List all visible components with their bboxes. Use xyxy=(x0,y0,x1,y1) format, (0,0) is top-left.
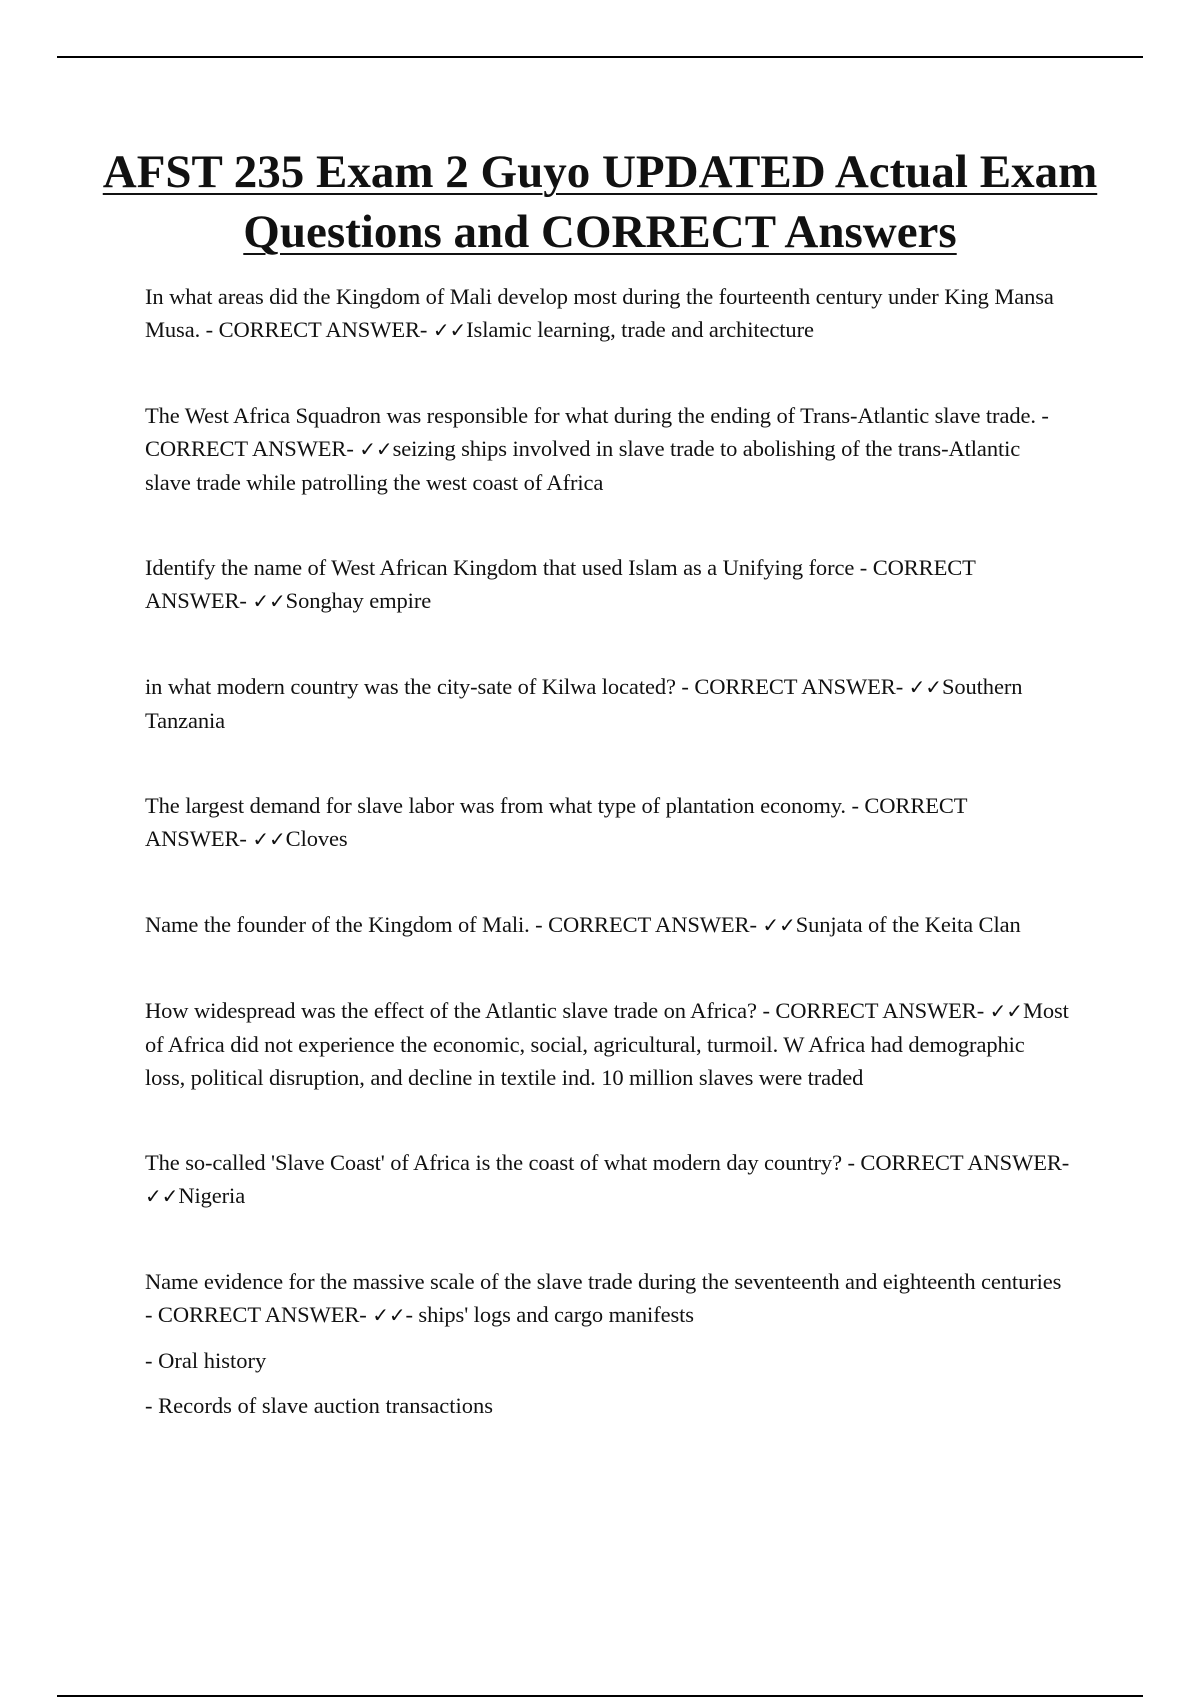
answer-marker: - CORRECT ANSWER- xyxy=(200,317,433,342)
question-text: Identify the name of West African Kingdom that used Islam as a Unifying force xyxy=(145,555,855,580)
qa-item xyxy=(145,908,1070,942)
qa-item xyxy=(145,551,1070,618)
check-icon: ✓✓ xyxy=(372,1303,406,1327)
question-text: Name evidence for the massive scale of the slave trade during the seventeenth and eighteenth centuries xyxy=(145,1269,1062,1294)
question-text: Name the founder of the Kingdom of Mali. xyxy=(145,912,530,937)
answer-text: Sunjata of the Keita Clan xyxy=(795,912,1021,937)
answer-text: Southern Tanzania xyxy=(145,674,1023,733)
qa-list xyxy=(145,280,1070,1422)
check-icon: ✓✓ xyxy=(762,913,796,937)
answer-marker: - CORRECT ANSWER- xyxy=(145,403,1049,461)
answer-text: - ships' logs and cargo manifests xyxy=(405,1302,694,1327)
check-icon: ✓✓ xyxy=(252,589,286,613)
document-title: AFST 235 Exam 2 Guyo UPDATED Actual Exam Questions and CORRECT Answers xyxy=(102,146,1098,258)
answer-marker: - CORRECT ANSWER- xyxy=(145,555,976,613)
answer-text: Most of Africa did not experience the economic, social, agricultural, turmoil. W Africa had demographic loss, political disruption, and decline in textile ind. 10 million slaves were traded xyxy=(145,998,1069,1090)
question-text: The largest demand for slave labor was from what type of plantation economy. xyxy=(145,793,846,818)
answer-marker: - CORRECT ANSWER- xyxy=(145,793,968,851)
answer-marker: - CORRECT ANSWER- xyxy=(145,1302,373,1327)
answer-marker: - CORRECT ANSWER- xyxy=(756,998,990,1023)
answer-marker: - CORRECT ANSWER- xyxy=(529,912,763,937)
check-icon: ✓✓ xyxy=(145,1184,179,1208)
answer-text: Songhay empire xyxy=(285,588,432,613)
answer-marker: - CORRECT ANSWER- xyxy=(675,674,909,699)
answer-text: Islamic learning, trade and architecture xyxy=(466,317,814,342)
answer-extra-line: - Records of slave auction transactions xyxy=(145,1393,494,1418)
check-icon: ✓✓ xyxy=(908,675,942,699)
qa-item xyxy=(145,789,1070,856)
check-icon: ✓✓ xyxy=(989,999,1023,1023)
qa-item xyxy=(145,670,1070,737)
check-icon: ✓✓ xyxy=(359,437,393,461)
qa-item xyxy=(145,280,1070,347)
question-text: The West Africa Squadron was responsible for what during the ending of Trans-Atlantic slave trade. xyxy=(145,403,1036,428)
question-text: in what modern country was the city-sate of Kilwa located? xyxy=(145,674,676,699)
answer-text: Cloves xyxy=(285,826,348,851)
qa-item xyxy=(145,399,1070,499)
qa-item xyxy=(145,1265,1070,1332)
answer-text: seizing ships involved in slave trade to abolishing of the trans-Atlantic slave trade while patrolling the west coast of Africa xyxy=(145,436,1021,495)
check-icon: ✓✓ xyxy=(432,318,467,342)
answer-extra-line: - Oral history xyxy=(145,1348,267,1373)
qa-item xyxy=(145,994,1070,1094)
qa-item xyxy=(145,1146,1070,1213)
answer-text: Nigeria xyxy=(178,1183,246,1208)
bottom-rule xyxy=(57,1695,1143,1697)
question-text: The so-called 'Slave Coast' of Africa is the coast of what modern day country? xyxy=(145,1150,842,1175)
question-text: How widespread was the effect of the Atlantic slave trade on Africa? xyxy=(145,998,757,1023)
top-rule xyxy=(57,56,1143,58)
question-text: In what areas did the Kingdom of Mali develop most during the fourteenth century under King Mansa Musa. xyxy=(145,284,1054,342)
answer-marker: - CORRECT ANSWER- xyxy=(841,1150,1070,1175)
check-icon: ✓✓ xyxy=(252,827,286,851)
